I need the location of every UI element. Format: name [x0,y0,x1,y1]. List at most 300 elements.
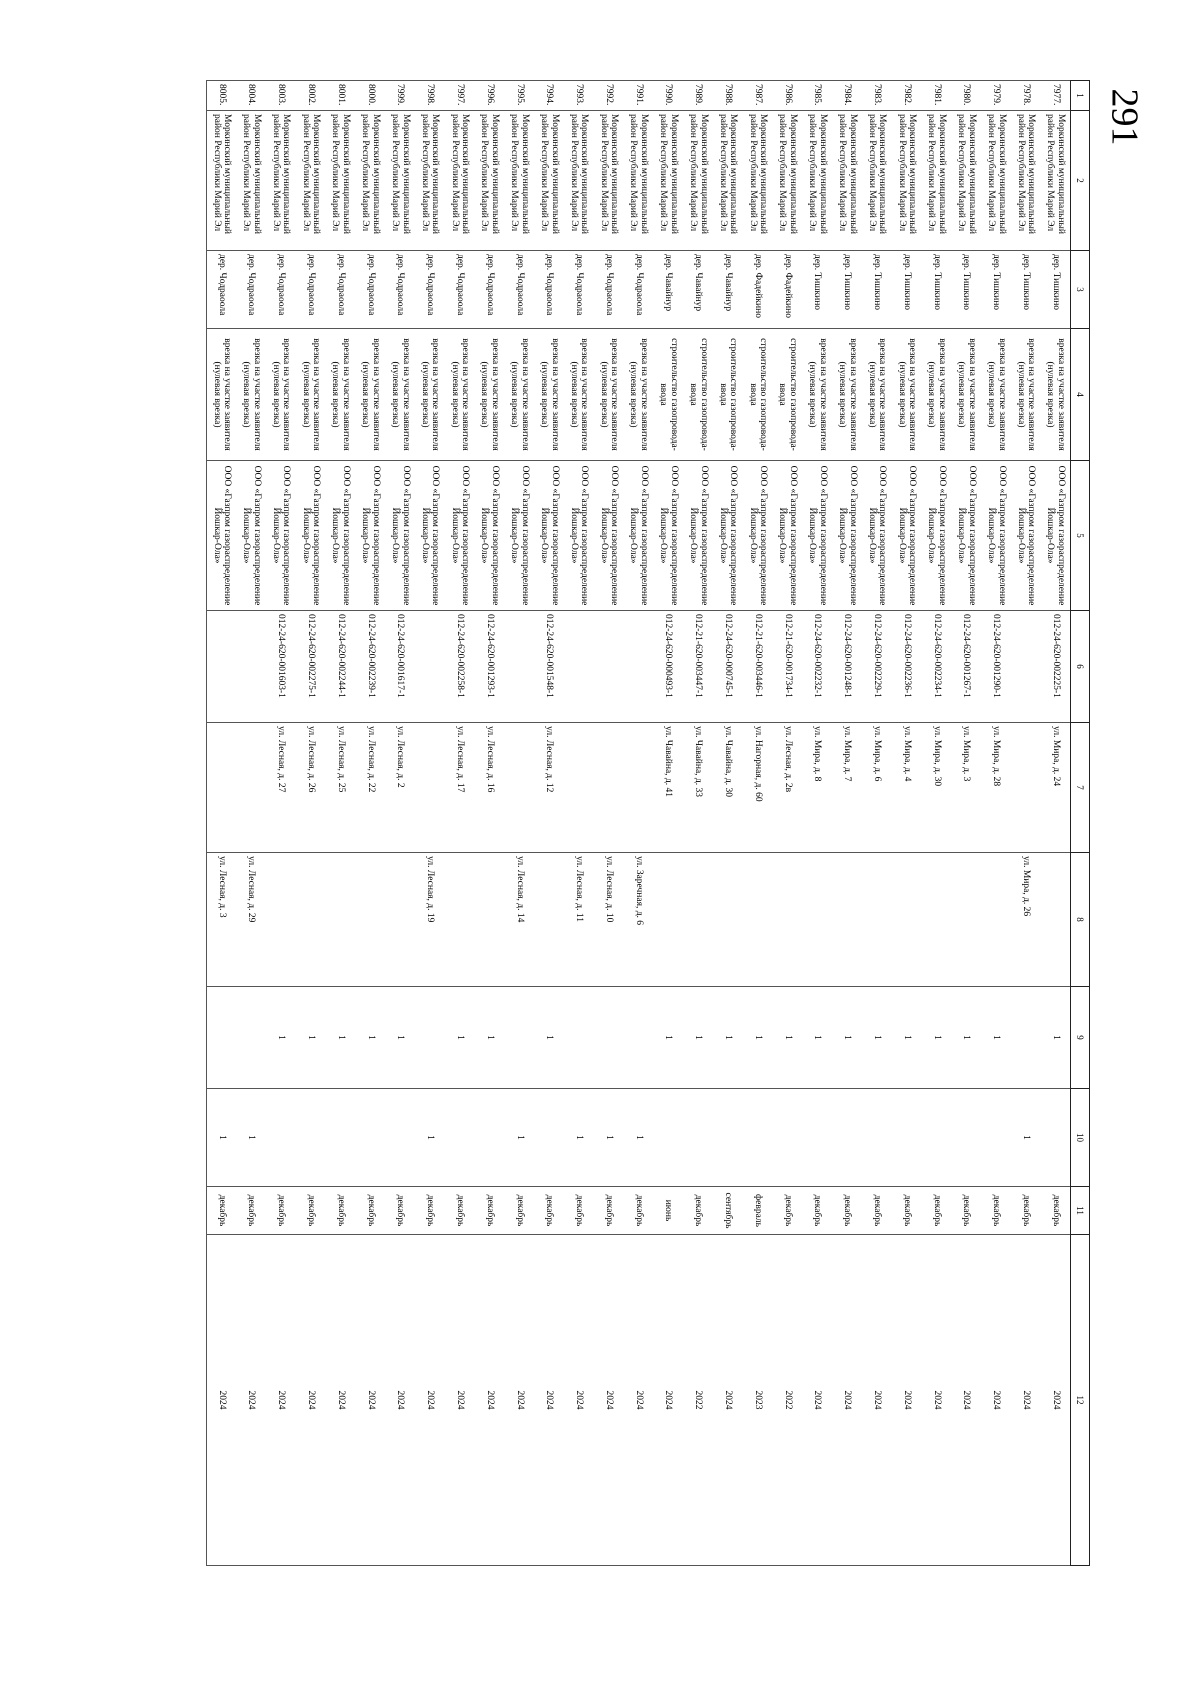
flag-col9-cell: 1 [475,987,505,1089]
year-cell: 2024 [951,1235,981,1566]
municipality-cell: Моркинский муниципальный район Республики Марий Эл [624,111,654,251]
year-cell: 2024 [475,1235,505,1566]
municipality-cell: Моркинский муниципальный район Республики Марий Эл [892,111,922,251]
column-header-2: 2 [1071,111,1090,251]
year-cell: 2024 [892,1235,922,1566]
address-alt-cell [1041,853,1071,987]
flag-col9-cell: 1 [1041,987,1071,1089]
address-alt-cell [266,853,296,987]
work-type-cell: врезка на участке заявителя (нулевая врезка) [206,329,236,461]
flag-col10-cell [802,1089,832,1187]
gas-company-cell: ООО «Газпром газораспределение Йошкар-Ола» [415,461,445,611]
row-number: 8003. [266,81,296,111]
month-cell: декабрь [922,1187,952,1235]
address-alt-cell [445,853,475,987]
municipality-cell: Моркинский муниципальный район Республики Марий Эл [445,111,475,251]
work-type-cell: врезка на участке заявителя (нулевая врезка) [862,329,892,461]
application-number-cell: 012-24-620-002244-1 [326,611,356,723]
flag-col9-cell [504,987,534,1089]
gas-company-cell: ООО «Газпром газораспределение Йошкар-Ола» [713,461,743,611]
work-type-cell: врезка на участке заявителя (нулевая врезка) [236,329,266,461]
application-number-cell [236,611,266,723]
table-row [206,81,236,1566]
address-cell: ул. Лесная, д. 12 [534,723,564,853]
gas-company-cell: ООО «Газпром газораспределение Йошкар-Ола» [862,461,892,611]
gas-company-cell: ООО «Газпром газораспределение Йошкар-Ола» [266,461,296,611]
address-alt-cell [802,853,832,987]
application-number-cell: 012-24-620-000745-1 [713,611,743,723]
flag-col9-cell: 1 [892,987,922,1089]
column-header-11: 11 [1071,1187,1090,1235]
municipality-cell: Моркинский муниципальный район Республики Марий Эл [832,111,862,251]
gas-company-cell: ООО «Газпром газораспределение Йошкар-Ола» [594,461,624,611]
gas-company-cell: ООО «Газпром газораспределение Йошкар-Ола» [802,461,832,611]
gas-company-cell: ООО «Газпром газораспределение Йошкар-Ола» [773,461,803,611]
flag-col9-cell: 1 [385,987,415,1089]
work-type-cell: врезка на участке заявителя (нулевая врезка) [326,329,356,461]
flag-col10-cell [445,1089,475,1187]
row-number: 7994. [534,81,564,111]
address-cell [564,723,594,853]
month-cell: июнь [653,1187,683,1235]
flag-col9-cell: 1 [355,987,385,1089]
address-alt-cell: ул. Лесная, д. 3 [206,853,236,987]
address-cell [1011,723,1041,853]
gas-company-cell: ООО «Газпром газораспределение Йошкар-Ола» [534,461,564,611]
settlement-cell: дер. Чодраоола [206,251,236,329]
address-alt-cell [892,853,922,987]
settlement-cell: дер. Чодраоола [534,251,564,329]
address-cell: ул. Чавайна, д. 30 [713,723,743,853]
row-number: 7984. [832,81,862,111]
application-number-cell [1011,611,1041,723]
flag-col10-cell [773,1089,803,1187]
municipality-cell: Моркинский муниципальный район Республики Марий Эл [236,111,266,251]
month-cell: февраль [743,1187,773,1235]
settlement-cell: дер. Тишкино [802,251,832,329]
year-cell: 2024 [594,1235,624,1566]
month-cell: декабрь [1011,1187,1041,1235]
month-cell: декабрь [564,1187,594,1235]
application-number-cell: 012-21-620-003447-1 [683,611,713,723]
gas-company-cell: ООО «Газпром газораспределение Йошкар-Ола» [981,461,1011,611]
month-cell: декабрь [206,1187,236,1235]
row-number: 7993. [564,81,594,111]
municipality-cell: Моркинский муниципальный район Республики Марий Эл [475,111,505,251]
application-number-cell: 012-24-620-001290-1 [981,611,1011,723]
row-number: 7979. [981,81,1011,111]
municipality-cell: Моркинский муниципальный район Республики Марий Эл [564,111,594,251]
gas-company-cell: ООО «Газпром газораспределение Йошкар-Ола» [326,461,356,611]
registry-table-rotated [195,80,1090,1565]
address-cell: ул. Лесная, д. 16 [475,723,505,853]
gas-company-cell: ООО «Газпром газораспределение Йошкар-Ола» [683,461,713,611]
municipality-cell: Моркинский муниципальный район Республики Марий Эл [1041,111,1071,251]
address-cell: ул. Лесная, д. 17 [445,723,475,853]
flag-col9-cell: 1 [832,987,862,1089]
flag-col9-cell: 1 [534,987,564,1089]
address-alt-cell: ул. Лесная, д. 14 [504,853,534,987]
table-row [862,81,892,1566]
month-cell: декабрь [951,1187,981,1235]
table-row [951,81,981,1566]
year-cell: 2024 [624,1235,654,1566]
work-type-cell: строительство газопровода-ввода [713,329,743,461]
application-number-cell: 012-24-620-002234-1 [922,611,952,723]
table-row [564,81,594,1566]
column-header-9: 9 [1071,987,1090,1089]
municipality-cell: Моркинский муниципальный район Республики Марий Эл [951,111,981,251]
application-number-cell: 012-21-620-003446-1 [743,611,773,723]
address-cell: ул. Мира, д. 24 [1041,723,1071,853]
flag-col10-cell [951,1089,981,1187]
settlement-cell: дер. Чодраоола [355,251,385,329]
address-alt-cell: ул. Лесная, д. 19 [415,853,445,987]
month-cell: декабрь [832,1187,862,1235]
month-cell: декабрь [475,1187,505,1235]
flag-col10-cell [1041,1089,1071,1187]
address-cell: ул. Мира, д. 4 [892,723,922,853]
table-row [713,81,743,1566]
address-alt-cell: ул. Заречная, д. 6 [624,853,654,987]
table-row [266,81,296,1566]
year-cell: 2024 [266,1235,296,1566]
address-cell: ул. Нагорная, д. 60 [743,723,773,853]
address-cell [594,723,624,853]
settlement-cell: дер. Чодраоола [296,251,326,329]
municipality-cell: Моркинский муниципальный район Республики Марий Эл [773,111,803,251]
settlement-cell: дер. Фадейкино [743,251,773,329]
column-header-1: 1 [1071,81,1090,111]
work-type-cell: врезка на участке заявителя (нулевая врезка) [445,329,475,461]
table-row [832,81,862,1566]
settlement-cell: дер. Чодраоола [504,251,534,329]
year-cell: 2024 [236,1235,266,1566]
flag-col9-cell [624,987,654,1089]
flag-col9-cell: 1 [773,987,803,1089]
address-alt-cell [713,853,743,987]
flag-col9-cell: 1 [802,987,832,1089]
row-number: 7981. [922,81,952,111]
address-cell: ул. Чавайна, д. 33 [683,723,713,853]
settlement-cell: дер. Чодраоола [385,251,415,329]
table-body [206,81,1070,1566]
row-number: 7980. [951,81,981,111]
month-cell: декабрь [236,1187,266,1235]
address-alt-cell [683,853,713,987]
application-number-cell [415,611,445,723]
gas-company-cell: ООО «Газпром газораспределение Йошкар-Ола» [504,461,534,611]
month-cell: декабрь [534,1187,564,1235]
address-cell: ул. Мира, д. 8 [802,723,832,853]
work-type-cell: врезка на участке заявителя (нулевая врезка) [564,329,594,461]
municipality-cell: Моркинский муниципальный район Республики Марий Эл [266,111,296,251]
flag-col10-cell [385,1089,415,1187]
work-type-cell: врезка на участке заявителя (нулевая врезка) [922,329,952,461]
work-type-cell: врезка на участке заявителя (нулевая врезка) [266,329,296,461]
row-number: 7998. [415,81,445,111]
application-number-cell: 012-24-620-001603-1 [266,611,296,723]
table-row [415,81,445,1566]
flag-col9-cell: 1 [445,987,475,1089]
municipality-cell: Моркинский муниципальный район Республики Марий Эл [683,111,713,251]
address-alt-cell [951,853,981,987]
year-cell: 2023 [743,1235,773,1566]
gas-company-cell: ООО «Газпром газораспределение Йошкар-Ола» [564,461,594,611]
month-cell: декабрь [773,1187,803,1235]
year-cell: 2024 [713,1235,743,1566]
table-row [594,81,624,1566]
flag-col9-cell [594,987,624,1089]
work-type-cell: строительство газопровода-ввода [653,329,683,461]
year-cell: 2024 [802,1235,832,1566]
table-row [802,81,832,1566]
address-cell: ул. Мира, д. 7 [832,723,862,853]
gas-company-cell: ООО «Газпром газораспределение Йошкар-Ола» [1041,461,1071,611]
work-type-cell: врезка на участке заявителя (нулевая врезка) [385,329,415,461]
flag-col10-cell [296,1089,326,1187]
year-cell: 2024 [653,1235,683,1566]
work-type-cell: врезка на участке заявителя (нулевая врезка) [534,329,564,461]
application-number-cell: 012-24-620-002232-1 [802,611,832,723]
work-type-cell: врезка на участке заявителя (нулевая врезка) [832,329,862,461]
municipality-cell: Моркинский муниципальный район Республики Марий Эл [1011,111,1041,251]
row-number: 8001. [326,81,356,111]
municipality-cell: Моркинский муниципальный район Республики Марий Эл [743,111,773,251]
flag-col9-cell: 1 [653,987,683,1089]
column-header-7: 7 [1071,723,1090,853]
address-alt-cell [326,853,356,987]
work-type-cell: врезка на участке заявителя (нулевая врезка) [296,329,326,461]
municipality-cell: Моркинский муниципальный район Республики Марий Эл [653,111,683,251]
settlement-cell: дер. Чодраоола [624,251,654,329]
flag-col10-cell [475,1089,505,1187]
address-alt-cell: ул. Мира, д. 26 [1011,853,1041,987]
table-row [236,81,266,1566]
gas-company-cell: ООО «Газпром газораспределение Йошкар-Ола» [236,461,266,611]
address-cell: ул. Лесная, д. 25 [326,723,356,853]
settlement-cell: дер. Чодраоола [415,251,445,329]
table-row [892,81,922,1566]
address-alt-cell [773,853,803,987]
year-cell: 2024 [1041,1235,1071,1566]
year-cell: 2024 [504,1235,534,1566]
application-number-cell [206,611,236,723]
row-number: 8002. [296,81,326,111]
row-number: 7995. [504,81,534,111]
work-type-cell: врезка на участке заявителя (нулевая врезка) [1011,329,1041,461]
address-cell: ул. Мира, д. 6 [862,723,892,853]
row-number: 7997. [445,81,475,111]
row-number: 8000. [355,81,385,111]
header-row [1071,81,1090,1566]
month-cell: декабрь [504,1187,534,1235]
settlement-cell: дер. Чавайнур [683,251,713,329]
row-number: 7989. [683,81,713,111]
year-cell: 2024 [1011,1235,1041,1566]
address-alt-cell: ул. Лесная, д. 10 [594,853,624,987]
row-number: 7977. [1041,81,1071,111]
column-header-8: 8 [1071,853,1090,987]
column-header-5: 5 [1071,461,1090,611]
month-cell: декабрь [981,1187,1011,1235]
year-cell: 2024 [534,1235,564,1566]
settlement-cell: дер. Чодраоола [564,251,594,329]
municipality-cell: Моркинский муниципальный район Республики Марий Эл [326,111,356,251]
table-row [445,81,475,1566]
settlement-cell: дер. Тишкино [1041,251,1071,329]
application-number-cell [594,611,624,723]
month-cell: сентябрь [713,1187,743,1235]
address-alt-cell [922,853,952,987]
row-number: 7988. [713,81,743,111]
address-cell: ул. Лесная, д. 27 [266,723,296,853]
month-cell: декабрь [415,1187,445,1235]
year-cell: 2024 [385,1235,415,1566]
work-type-cell: врезка на участке заявителя (нулевая врезка) [415,329,445,461]
flag-col10-cell [892,1089,922,1187]
address-cell: ул. Лесная, д. 26 [296,723,326,853]
flag-col10-cell [266,1089,296,1187]
flag-col9-cell: 1 [951,987,981,1089]
gas-company-cell: ООО «Газпром газораспределение Йошкар-Ола» [445,461,475,611]
address-alt-cell [981,853,1011,987]
year-cell: 2022 [683,1235,713,1566]
work-type-cell: врезка на участке заявителя (нулевая врезка) [802,329,832,461]
settlement-cell: дер. Чодраоола [236,251,266,329]
address-alt-cell [385,853,415,987]
year-cell: 2024 [355,1235,385,1566]
work-type-cell: врезка на участке заявителя (нулевая врезка) [355,329,385,461]
address-cell: ул. Лесная, д. 2 [385,723,415,853]
year-cell: 2024 [981,1235,1011,1566]
gas-company-cell: ООО «Газпром газораспределение Йошкар-Ола» [743,461,773,611]
flag-col9-cell [206,987,236,1089]
municipality-cell: Моркинский муниципальный район Республики Марий Эл [206,111,236,251]
application-number-cell: 012-24-620-002239-1 [355,611,385,723]
table-row [653,81,683,1566]
flag-col9-cell: 1 [981,987,1011,1089]
table-row [504,81,534,1566]
municipality-cell: Моркинский муниципальный район Республики Марий Эл [534,111,564,251]
address-alt-cell [743,853,773,987]
flag-col9-cell [415,987,445,1089]
table-row [534,81,564,1566]
settlement-cell: дер. Чавайнур [713,251,743,329]
municipality-cell: Моркинский муниципальный район Республики Марий Эл [713,111,743,251]
flag-col10-cell [326,1089,356,1187]
work-type-cell: строительство газопровода-ввода [773,329,803,461]
flag-col10-cell: 1 [415,1089,445,1187]
row-number: 7999. [385,81,415,111]
settlement-cell: дер. Тишкино [832,251,862,329]
work-type-cell: врезка на участке заявителя (нулевая врезка) [981,329,1011,461]
flag-col10-cell: 1 [594,1089,624,1187]
settlement-cell: дер. Чодраоола [326,251,356,329]
address-alt-cell: ул. Лесная, д. 11 [564,853,594,987]
municipality-cell: Моркинский муниципальный район Республики Марий Эл [594,111,624,251]
month-cell: декабрь [1041,1187,1071,1235]
gas-company-cell: ООО «Газпром газораспределение Йошкар-Ола» [385,461,415,611]
flag-col9-cell: 1 [862,987,892,1089]
address-cell: ул. Лесная, д. 22 [355,723,385,853]
row-number: 7992. [594,81,624,111]
row-number: 7983. [862,81,892,111]
settlement-cell: дер. Чодраоола [266,251,296,329]
table-row [355,81,385,1566]
flag-col10-cell: 1 [206,1089,236,1187]
year-cell: 2024 [564,1235,594,1566]
settlement-cell: дер. Чодраоола [445,251,475,329]
month-cell: декабрь [624,1187,654,1235]
row-number: 7987. [743,81,773,111]
municipality-cell: Моркинский муниципальный район Республики Марий Эл [981,111,1011,251]
year-cell: 2024 [922,1235,952,1566]
settlement-cell: дер. Фадейкино [773,251,803,329]
work-type-cell: врезка на участке заявителя (нулевая врезка) [892,329,922,461]
flag-col10-cell [743,1089,773,1187]
application-number-cell [624,611,654,723]
settlement-cell: дер. Тишкино [981,251,1011,329]
gas-company-cell: ООО «Газпром газораспределение Йошкар-Ола» [475,461,505,611]
month-cell: декабрь [355,1187,385,1235]
table-row [326,81,356,1566]
municipality-cell: Моркинский муниципальный район Республики Марий Эл [922,111,952,251]
flag-col9-cell: 1 [922,987,952,1089]
flag-col9-cell: 1 [266,987,296,1089]
work-type-cell: строительство газопровода-ввода [683,329,713,461]
application-number-cell: 012-24-620-002229-1 [862,611,892,723]
page-number: 291 [1103,88,1145,146]
address-cell [206,723,236,853]
gas-company-cell: ООО «Газпром газораспределение Йошкар-Ола» [832,461,862,611]
month-cell: декабрь [892,1187,922,1235]
address-cell: ул. Мира, д. 3 [951,723,981,853]
settlement-cell: дер. Чавайнур [653,251,683,329]
gas-company-cell: ООО «Газпром газораспределение Йошкар-Ола» [624,461,654,611]
flag-col10-cell [683,1089,713,1187]
address-cell [415,723,445,853]
municipality-cell: Моркинский муниципальный район Республики Марий Эл [296,111,326,251]
month-cell: декабрь [862,1187,892,1235]
application-number-cell: 012-24-620-001248-1 [832,611,862,723]
month-cell: декабрь [326,1187,356,1235]
address-cell: ул. Мира, д. 30 [922,723,952,853]
gas-company-cell: ООО «Газпром газораспределение Йошкар-Ола» [653,461,683,611]
flag-col9-cell: 1 [713,987,743,1089]
table-row [296,81,326,1566]
month-cell: декабрь [296,1187,326,1235]
gas-company-cell: ООО «Газпром газораспределение Йошкар-Ола» [206,461,236,611]
year-cell: 2022 [773,1235,803,1566]
flag-col9-cell [564,987,594,1089]
month-cell: декабрь [266,1187,296,1235]
settlement-cell: дер. Чодраоола [475,251,505,329]
table-row [743,81,773,1566]
row-number: 7996. [475,81,505,111]
work-type-cell: врезка на участке заявителя (нулевая врезка) [951,329,981,461]
address-alt-cell [296,853,326,987]
table-row [475,81,505,1566]
row-number: 7991. [624,81,654,111]
column-header-10: 10 [1071,1089,1090,1187]
address-alt-cell [355,853,385,987]
address-cell [624,723,654,853]
address-cell [236,723,266,853]
application-number-cell: 012-24-620-002236-1 [892,611,922,723]
flag-col10-cell [862,1089,892,1187]
application-number-cell: 012-24-620-002275-1 [296,611,326,723]
